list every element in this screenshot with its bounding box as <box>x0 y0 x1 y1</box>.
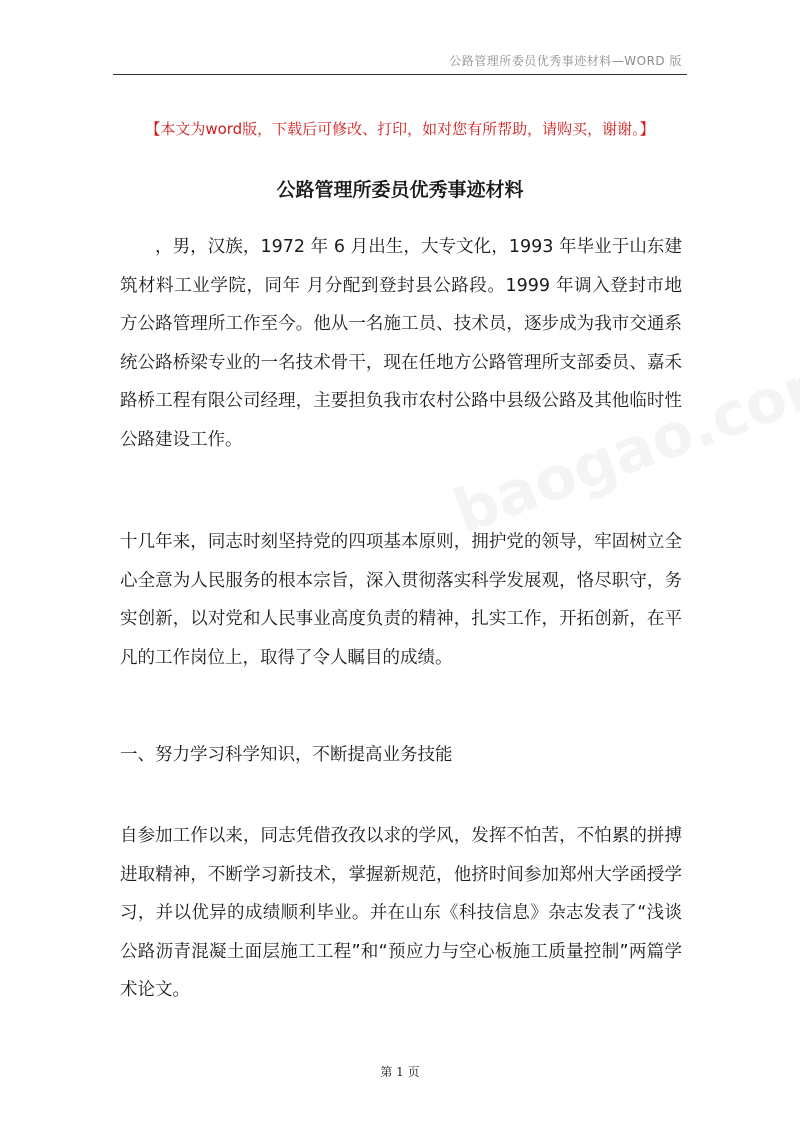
document-title: 公路管理所委员优秀事迹材料 <box>276 179 524 201</box>
section-heading-1: 一、努力学习科学知识，不断提高业务技能 <box>120 745 453 765</box>
download-notice: 【本文为word版，下载后可修改、打印，如对您有所帮助，请购买，谢谢。】 <box>145 120 655 138</box>
paragraph-intro: ，男，汉族，1972 年 6 月出生，大专文化，1993 年毕业于山东建筑材料工业学院，同年 月分配到登封县公路段。1999 年调入登封市地方公路管理所工作至今。他从一名施工员、技术员，逐步成为我市交通系统公路桥梁专业的一名技术骨干，现在任地方公路管理所支部委员、嘉禾路桥工程有限公司经理，主要担负我市农村公路中县级公路及其他临时性公路建设工作。 <box>120 237 682 450</box>
page-number: 第 1 页 <box>380 1065 420 1079</box>
paragraph-study: 自参加工作以来，同志凭借孜孜以求的学风，发挥不怕苦，不怕累的拼搏进取精神，不断学习新技术，掌握新规范，他挤时间参加郑州大学函授学习，并以优异的成绩顺利毕业。并在山东《科技信息》杂志发表了“浅谈公路沥青混凝土面层施工工程”和“预应力与空心板施工质量控制”两篇学术论文。 <box>120 826 682 1001</box>
paragraph-summary: 十几年来，同志时刻坚持党的四项基本原则，拥护党的领导，牢固树立全心全意为人民服务的根本宗旨，深入贯彻落实科学发展观，恪尽职守，务实创新，以对党和人民事业高度负责的精神，扎实工作，开拓创新，在平凡的工作岗位上，取得了令人瞩目的成绩。 <box>120 532 682 668</box>
running-header: 公路管理所委员优秀事迹材料—WORD 版 <box>449 54 682 68</box>
header-divider <box>113 74 687 75</box>
